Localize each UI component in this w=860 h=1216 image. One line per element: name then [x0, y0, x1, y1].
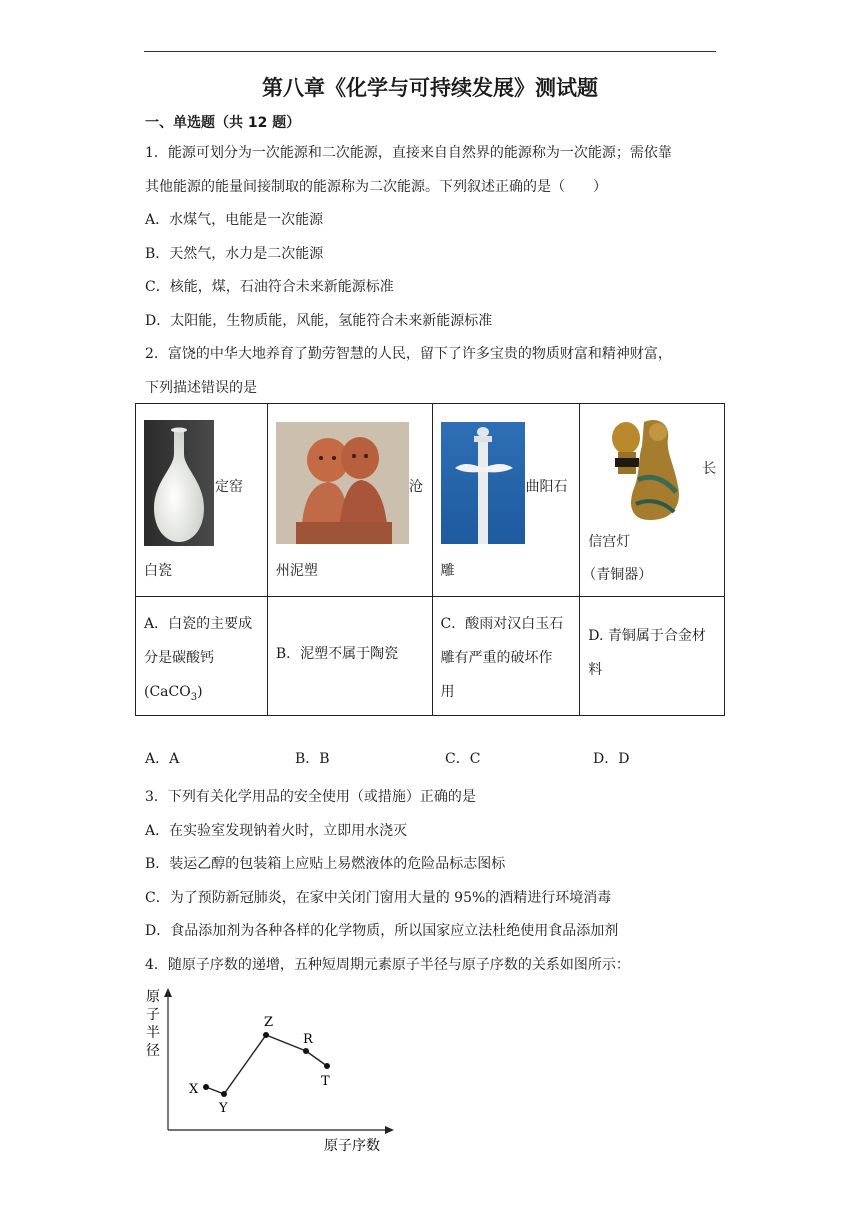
x-axis-label: 原子序数	[324, 1138, 380, 1154]
clay-figurine-image	[276, 422, 409, 544]
q3-option-a: A．在实验室发现钠着火时，立即用水浇灭	[145, 823, 408, 839]
statement-d-line1: D. 青铜属于合金材	[588, 628, 706, 644]
header-rule	[144, 51, 716, 52]
point-label-z: Z	[264, 1015, 274, 1030]
picture-cell-clay-figurine	[267, 404, 432, 597]
section-heading: 一、单选题（共 12 题）	[145, 115, 301, 131]
y-axis-label-char: 原	[146, 989, 160, 1005]
caption-part: 州泥塑	[275, 563, 318, 579]
statement-c-line1: C．酸雨对汉白玉石	[440, 616, 564, 632]
q4-radius-graph	[140, 985, 400, 1160]
caption-part: 白瓷	[144, 563, 172, 579]
point-z	[263, 1032, 269, 1038]
y-axis-label-char: 半	[146, 1025, 160, 1041]
picture-cell-bronze-lamp	[580, 404, 725, 597]
picture-cell-white-porcelain	[136, 404, 268, 597]
picture-cell-stone-pillar	[432, 404, 580, 597]
page-title: 第八章《化学与可持续发展》测试题	[262, 76, 598, 100]
bronze-lamp-image	[598, 408, 694, 524]
statement-d	[580, 597, 725, 716]
point-r	[303, 1048, 309, 1054]
q2-choice-a: A．A	[145, 751, 180, 767]
q1-stem-line2: 其他能源的能量间接制取的能源称为二次能源。下列叙述正确的是（ ）	[145, 179, 607, 195]
caption-part: 曲阳石	[525, 479, 568, 495]
statement-c-line2: 雕有严重的破坏作	[440, 650, 553, 666]
point-t	[324, 1063, 330, 1069]
q3-option-d: D．食品添加剂为各种各样的化学物质，所以国家应立法杜绝使用食品添加剂	[145, 923, 619, 939]
statement-a-line1: A．白瓷的主要成	[144, 616, 253, 632]
statement-c-line3: 用	[440, 684, 455, 700]
caption-part: 沧	[408, 479, 423, 495]
y-axis-arrow	[164, 988, 172, 997]
caption-part: 雕	[440, 563, 455, 579]
q3-option-b: B．装运乙醇的包装箱上应贴上易燃液体的危险品标志图标	[145, 856, 506, 872]
q1-stem-line1: 1．能源可划分为一次能源和二次能源，直接来自自然界的能源称为一次能源；需依靠	[145, 145, 672, 161]
statement-a	[136, 597, 268, 716]
point-label-t: T	[321, 1074, 330, 1089]
q1-option-b: B．天然气，水力是二次能源	[145, 246, 324, 262]
statement-a-line3: (CaCO$_3$)	[144, 684, 203, 703]
statement-d-line2: 料	[588, 662, 603, 678]
statement-a-line2: 分是碳酸钙	[144, 650, 214, 666]
statement-c	[432, 597, 580, 716]
q2-figure-table	[135, 403, 725, 716]
white-porcelain-vase-image	[144, 420, 214, 546]
point-label-r: R	[303, 1032, 313, 1047]
point-label-y: Y	[219, 1101, 228, 1116]
caption-part: 信宫灯	[588, 534, 631, 550]
x-axis-arrow	[385, 1126, 394, 1134]
stone-pillar-image	[441, 422, 525, 544]
q1-option-a: A．水煤气，电能是一次能源	[145, 212, 324, 228]
caption-part: （青铜器）	[582, 567, 653, 583]
q2-choice-c: C．C	[445, 751, 481, 767]
q3-option-c: C．为了预防新冠肺炎，在家中关闭门窗用大量的 95%的酒精进行环境消毒	[145, 890, 612, 906]
y-axis-label-char: 子	[146, 1007, 160, 1023]
q2-choice-b: B．B	[295, 751, 330, 767]
point-label-x: X	[189, 1082, 199, 1097]
caption-part: 长	[702, 461, 717, 477]
q4-stem: 4．随原子序数的递增，五种短周期元素原子半径与原子序数的关系如图所示：	[145, 957, 630, 973]
q1-option-d: D．太阳能，生物质能，风能，氢能符合未来新能源标准	[145, 313, 493, 329]
statement-b	[267, 597, 432, 716]
q2-stem-line2: 下列描述错误的是	[145, 380, 257, 396]
statement-b-text: B．泥塑不属于陶瓷	[275, 646, 399, 662]
q2-choice-d: D．D	[593, 751, 630, 767]
q2-stem-line1: 2．富饶的中华大地养育了勤劳智慧的人民，留下了许多宝贵的物质财富和精神财富，	[145, 346, 672, 362]
point-y	[221, 1091, 227, 1097]
point-x	[203, 1084, 209, 1090]
q3-stem: 3．下列有关化学用品的安全使用（或措施）正确的是	[145, 789, 476, 805]
q1-option-c: C．核能，煤，石油符合未来新能源标准	[145, 279, 394, 295]
caption-part: 定窑	[215, 479, 243, 495]
y-axis-label-char: 径	[146, 1043, 160, 1059]
